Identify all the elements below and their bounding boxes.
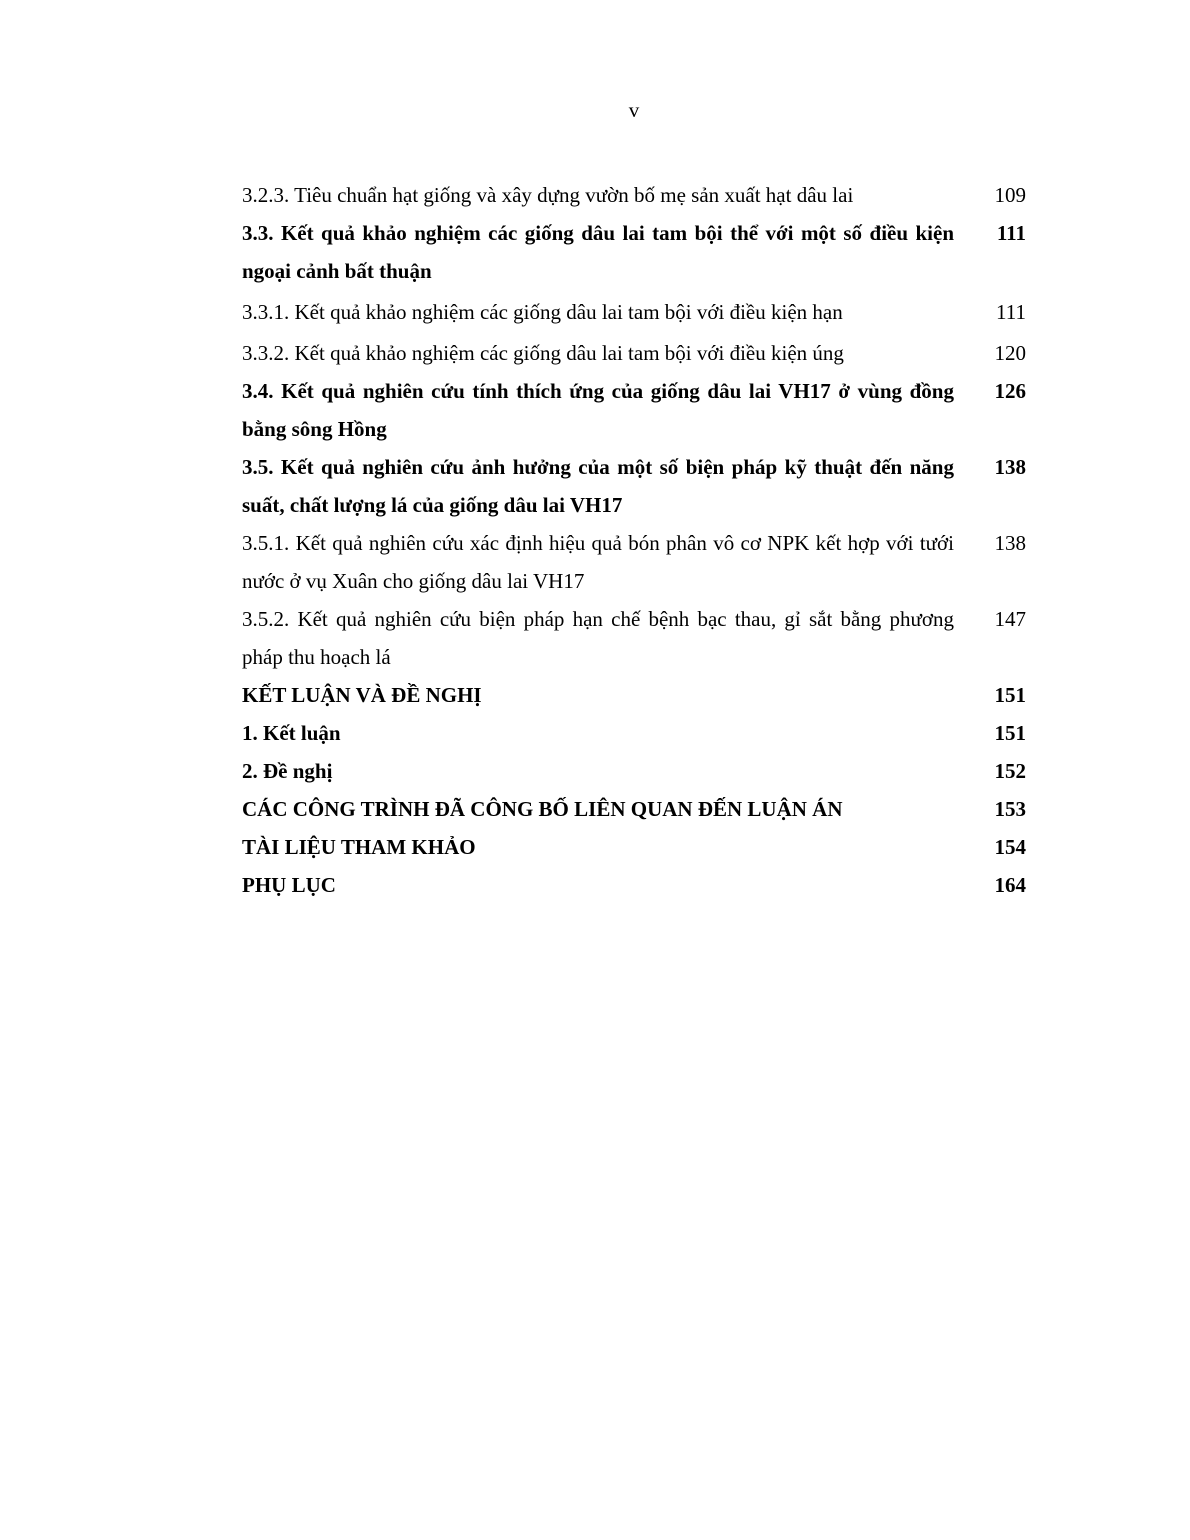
- toc-entry-title: 3.3. Kết quả khảo nghiệm các giống dâu lai tam bội thể với một số điều kiện ngoại cảnh bất thuận: [242, 221, 954, 283]
- toc-entry-title: 3.3.1. Kết quả khảo nghiệm các giống dâu lai tam bội với điều kiện hạn: [242, 300, 843, 324]
- toc-entry-title: 3.4. Kết quả nghiên cứu tính thích ứng của giống dâu lai VH17 ở vùng đồng bằng sông Hồng: [242, 379, 954, 441]
- toc-entry-page: 111: [996, 300, 1026, 324]
- toc-entry-page: 151: [994, 683, 1026, 707]
- page-number: v: [628, 98, 640, 122]
- toc-entry-3-5-2: [242, 600, 1026, 676]
- toc-entry-page: 153: [994, 797, 1026, 821]
- toc-entry-3-5: [242, 448, 1026, 524]
- toc-entry-3-3: [242, 214, 1026, 290]
- toc-entry-page: 109: [994, 183, 1026, 207]
- toc-entry-page: 147: [994, 607, 1026, 631]
- toc-entry-page: 138: [994, 531, 1026, 555]
- table-of-contents: [242, 176, 1026, 904]
- toc-entry-3-2-3: [242, 176, 1026, 214]
- toc-entry-title: 3.2.3. Tiêu chuẩn hạt giống và xây dựng vườn bố mẹ sản xuất hạt dâu lai: [242, 183, 854, 207]
- toc-entry-title: TÀI LIỆU THAM KHẢO: [242, 835, 476, 859]
- toc-entry-page: 120: [994, 341, 1026, 365]
- toc-entry-references: [242, 828, 1026, 866]
- toc-entry-page: 151: [994, 721, 1026, 745]
- toc-entry-3-5-1: [242, 524, 1026, 600]
- toc-entry-title: 3.5.1. Kết quả nghiên cứu xác định hiệu quả bón phân vô cơ NPK kết hợp với tưới nước ở vụ Xuân cho giống dâu lai VH17: [242, 531, 954, 593]
- toc-entry-page: 111: [996, 221, 1026, 245]
- toc-entry-3-4: [242, 372, 1026, 448]
- toc-entry-title: 3.3.2. Kết quả khảo nghiệm các giống dâu lai tam bội với điều kiện úng: [242, 341, 844, 365]
- toc-entry-page: 164: [994, 873, 1026, 897]
- toc-entry-title: 3.5.2. Kết quả nghiên cứu biện pháp hạn chế bệnh bạc thau, gỉ sắt bằng phương pháp thu hoạch lá: [242, 607, 954, 669]
- toc-entry-publications: [242, 790, 1026, 828]
- toc-entry-title: 3.5. Kết quả nghiên cứu ảnh hưởng của một số biện pháp kỹ thuật đến năng suất, chất lượng lá của giống dâu lai VH17: [242, 455, 954, 517]
- toc-entry-title: CÁC CÔNG TRÌNH ĐÃ CÔNG BỐ LIÊN QUAN ĐẾN LUẬN ÁN: [242, 797, 843, 821]
- toc-entry-page: 138: [994, 455, 1026, 479]
- toc-entry-3-3-1: [242, 293, 1026, 331]
- toc-entry-page: 152: [994, 759, 1026, 783]
- toc-entry-title: KẾT LUẬN VÀ ĐỀ NGHỊ: [242, 683, 482, 707]
- toc-entry-3-3-2: [242, 334, 1026, 372]
- toc-entry-recommendation: [242, 752, 1026, 790]
- toc-entry-title: 1. Kết luận: [242, 721, 341, 745]
- toc-entry-conclusion-1: [242, 714, 1026, 752]
- toc-entry-page: 154: [994, 835, 1026, 859]
- toc-entry-page: 126: [994, 379, 1026, 403]
- toc-entry-appendix: [242, 866, 1026, 904]
- toc-entry-title: 2. Đề nghị: [242, 759, 333, 783]
- toc-entry-conclusion: [242, 676, 1026, 714]
- toc-entry-title: PHỤ LỤC: [242, 873, 336, 897]
